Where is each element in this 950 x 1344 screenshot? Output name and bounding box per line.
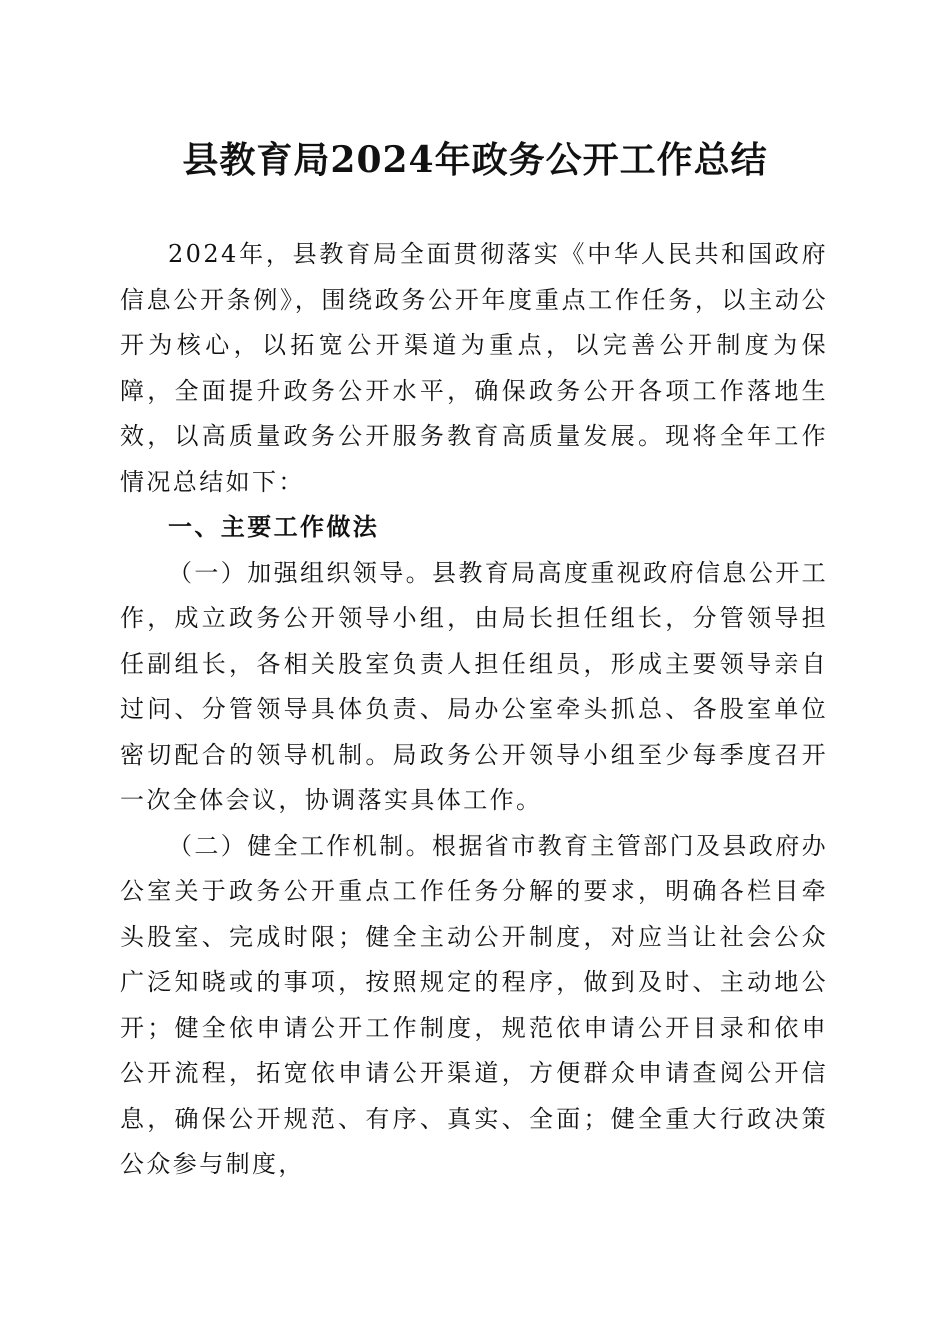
paragraph-work-mechanism [120, 824, 828, 1188]
paragraph-lead-mechanism: （二）健全工作机制。 [168, 831, 432, 860]
document-body [120, 232, 828, 1188]
paragraph-text-mechanism: 根据省市教育主管部门及县政府办公室关于政务公开重点工作任务分解的要求，明确各栏目牵头股室、完成时限；健全主动公开制度，对应当让社会公众广泛知晓或的事项，按照规定的程序，做到及时、主动地公开；健全依申请公开工作制度，规范依申请公开目录和依申公开流程，拓宽依申请公开渠道，方便群众申请查阅公开信息，确保公开规范、有序、真实、全面；健全重大行政决策公众参与制度， [120, 831, 828, 1178]
paragraph-lead-organization: （一）加强组织领导。 [168, 558, 432, 587]
intro-paragraph: 2024年，县教育局全面贯彻落实《中华人民共和国政府信息公开条例》，围绕政务公开年度重点工作任务，以主动公开为核心，以拓宽公开渠道为重点，以完善公开制度为保障，全面提升政务公开水平，确保政务公开各项工作落地生效，以高质量政务公开服务教育高质量发展。现将全年工作情况总结如下： [120, 240, 828, 496]
section-heading-main-work: 一、主要工作做法 [168, 513, 380, 541]
document-title: 县教育局2024年政务公开工作总结 [182, 139, 768, 181]
paragraph-text-organization: 县教育局高度重视政府信息公开工作，成立政务公开领导小组，由局长担任组长，分管领导担任副组长，各相关股室负责人担任组员，形成主要领导亲自过问、分管领导具体负责、局办公室牵头抓总、各股室单位密切配合的领导机制。局政务公开领导小组至少每季度召开一次全体会议，协调落实具体工作。 [120, 558, 828, 814]
paragraph-organization-leadership [120, 551, 828, 824]
